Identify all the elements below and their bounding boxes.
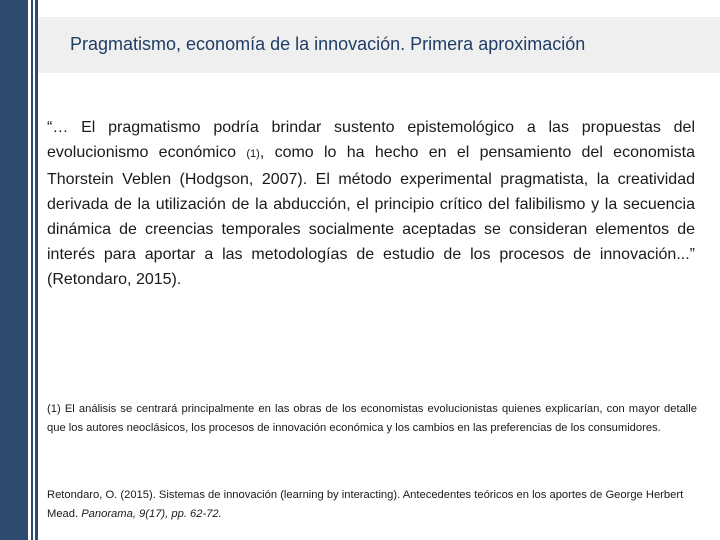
left-bar-stripe bbox=[28, 0, 31, 540]
citation-journal: Panorama, 9(17), pp. 62-72. bbox=[81, 508, 222, 520]
left-bar-stripe bbox=[33, 0, 35, 540]
quote-text-part2: , como lo ha hecho en el pensamiento del economista Thorstein Veblen (Hodgson, 2007). El método experimental pragmatista, la creatividad derivada de la utilización de la abducción, el principio crítico del falibilismo y la secuencia dinámica de creencias temporales socialmente aceptadas se consideran elementos de interés para aportar a las metodologías de estudio de los procesos de innovación...” (Retondaro, 2015). bbox=[47, 144, 695, 288]
quote-paragraph bbox=[47, 115, 695, 292]
slide-title: Pragmatismo, economía de la innovación. Primera aproximación bbox=[70, 34, 586, 54]
left-accent-bar bbox=[0, 0, 38, 540]
bibliographic-citation bbox=[47, 486, 697, 524]
footnote-reference: (1) bbox=[246, 148, 260, 160]
citation-text: Retondaro, O. (2015). Sistemas de innovación (learning by interacting). Antecedentes teóricos en los aportes de George Herbert Mead. bbox=[47, 489, 684, 520]
footnote: (1) El análisis se centrará principalmente en las obras de los economistas evolucionistas quienes explicarían, con mayor detalle que los autores neoclásicos, los procesos de innovación económica y los cambios en las preferencias de los consumidores. bbox=[47, 403, 697, 434]
quote-text-part1: “… El pragmatismo podría brindar sustento epistemológico a las propuestas del evolucionismo económico bbox=[47, 119, 695, 161]
